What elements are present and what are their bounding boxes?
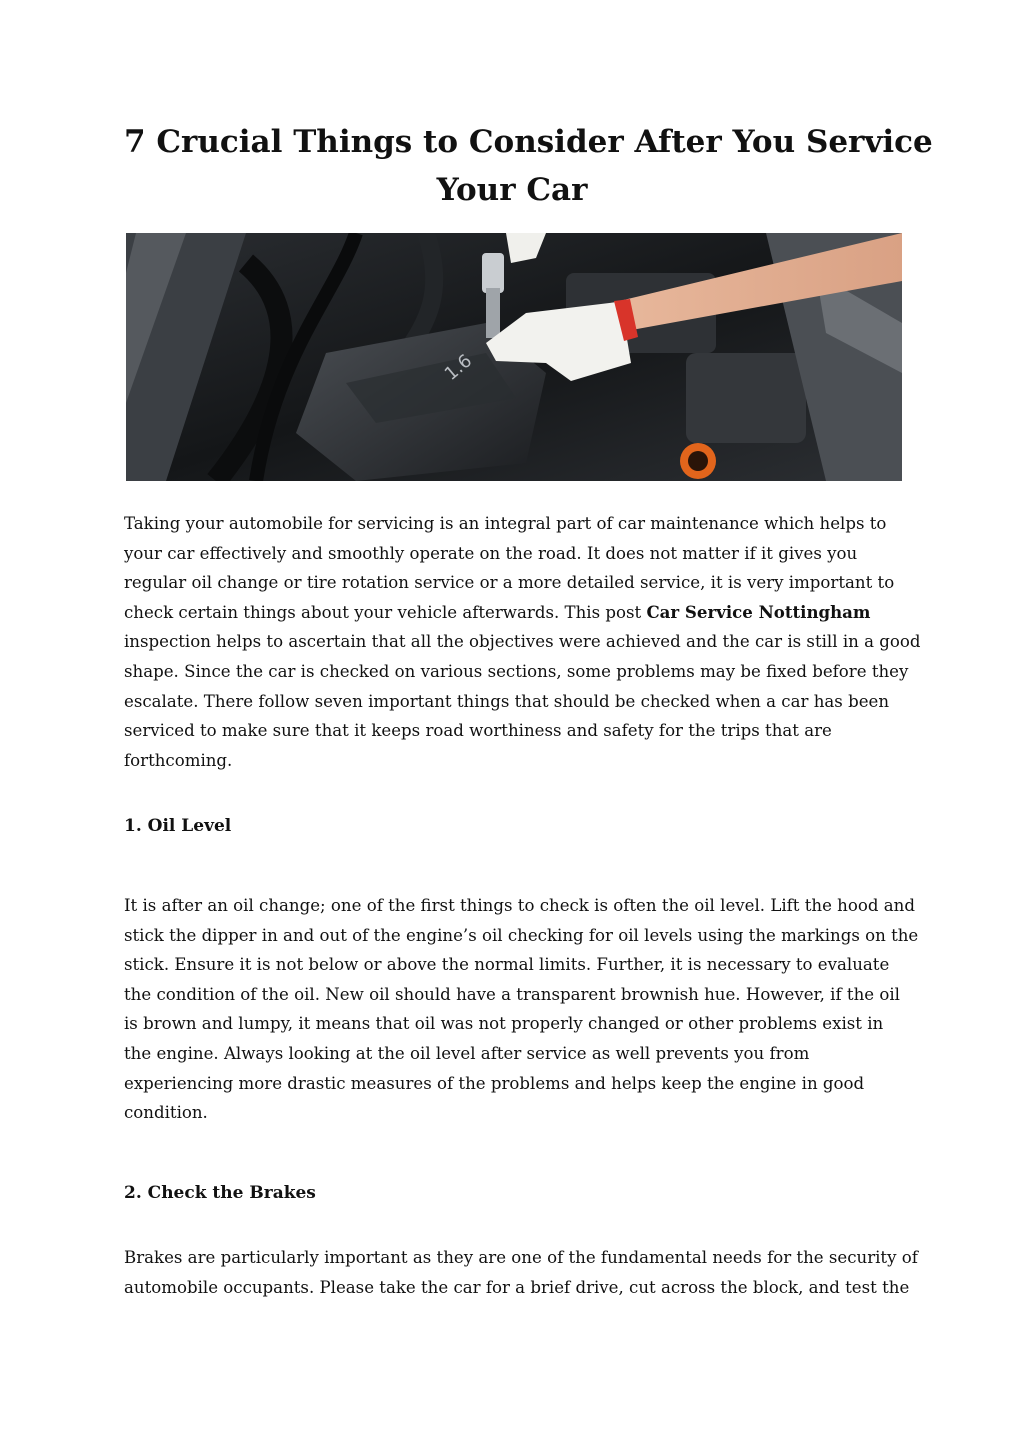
hero-image-engine-service [126, 233, 902, 481]
title-line-2: Your Car [436, 172, 588, 208]
intro-line: your car effectively and smoothly operate on the road. It does not matter if it gives you [124, 543, 858, 563]
intro-line: serviced to make sure that it keeps road worthiness and safety for the trips that are [124, 721, 832, 741]
paragraph-line: stick the dipper in and out of the engine’s oil checking for oil levels using the markings on the [124, 925, 919, 945]
section-paragraph-check-brakes [124, 1243, 918, 1302]
intro-text: check certain things about your vehicle afterwards. This post [124, 602, 647, 622]
section-paragraph-oil-level [124, 891, 919, 1128]
intro-line [124, 598, 914, 628]
intro-line: inspection helps to ascertain that all the objectives were achieved and the car is still in a good [124, 632, 921, 652]
paragraph-line: experiencing more drastic measures of the problems and helps keep the engine in good [124, 1073, 865, 1093]
svg-text:1.6: 1.6 [440, 350, 477, 385]
paragraph-line: the condition of the oil. New oil should have a transparent brownish hue. However, if the oil [124, 984, 900, 1004]
paragraph-line: stick. Ensure it is not below or above the normal limits. Further, it is necessary to evaluate [124, 955, 890, 975]
article-title [124, 118, 933, 214]
paragraph-line: is brown and lumpy, it means that oil was not properly changed or other problems exist in [124, 1014, 884, 1034]
section-heading-oil-level: 1. Oil Level [124, 816, 232, 836]
paragraph-line: condition. [124, 1103, 208, 1123]
paragraph-line: It is after an oil change; one of the first things to check is often the oil level. Lift the hood and [124, 896, 915, 915]
title-line-1: 7 Crucial Things to Consider After You Service [124, 124, 933, 160]
intro-line: regular oil change or tire rotation service or a more detailed service, it is very important to [124, 573, 895, 593]
intro-line: shape. Since the car is checked on various sections, some problems may be fixed before they [124, 661, 909, 681]
paragraph-line: Brakes are particularly important as they are one of the fundamental needs for the security of [124, 1248, 918, 1267]
intro-paragraph [124, 509, 921, 775]
section-heading-check-brakes: 2. Check the Brakes [124, 1183, 316, 1203]
intro-line: escalate. There follow seven important things that should be checked when a car has been [124, 691, 890, 711]
intro-line: forthcoming. [124, 750, 233, 770]
keyword-car-service-nottingham: Car Service Nottingham [646, 601, 871, 622]
intro-line: Taking your automobile for servicing is an integral part of car maintenance which helps to [124, 514, 887, 533]
paragraph-line: the engine. Always looking at the oil level after service as well prevents you from [124, 1043, 810, 1063]
paragraph-line: automobile occupants. Please take the car for a brief drive, cut across the block, and test the [124, 1277, 910, 1297]
